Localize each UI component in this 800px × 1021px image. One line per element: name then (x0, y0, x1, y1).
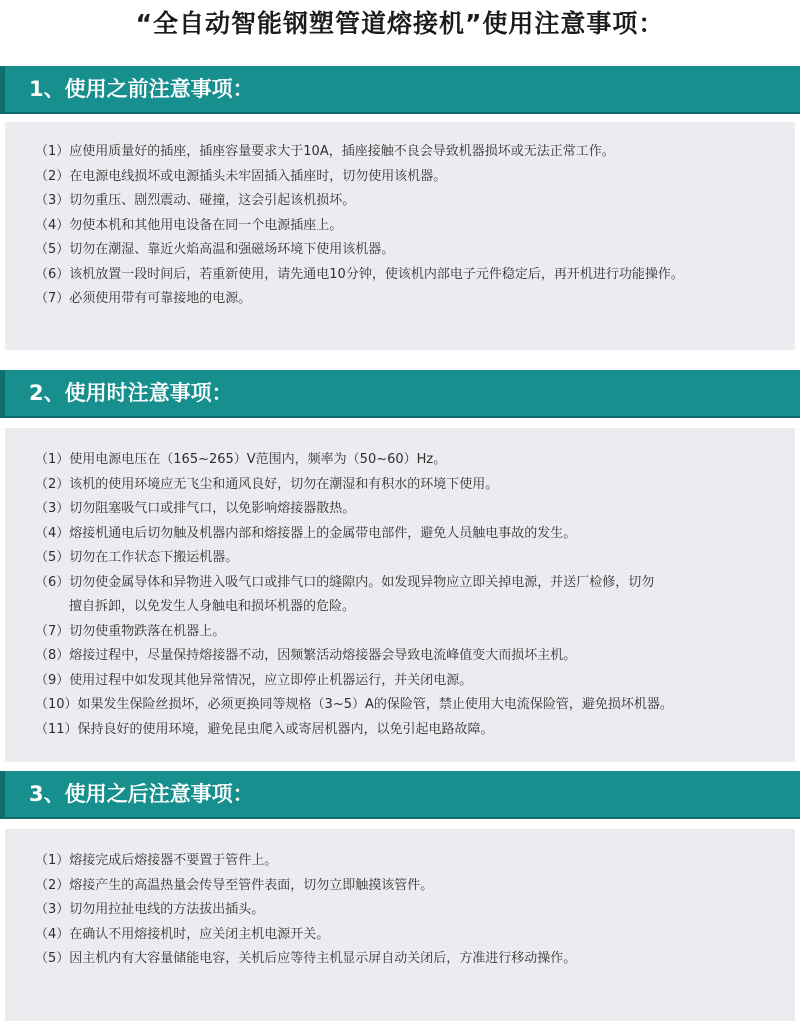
list-item: （1）使用电源电压在（165~265）V范围内，频率为（50~60）Hz。 (35, 452, 447, 467)
notes-panel (5, 428, 795, 762)
list-item: （3）切勿重压、剧烈震动、碰撞，这会引起该机损坏。 (35, 193, 356, 208)
list-item: （3）切勿阻塞吸气口或排气口，以免影响熔接器散热。 (35, 501, 356, 516)
list-item: （1）应使用质量好的插座，插座容量要求大于10A，插座接触不良会导致机器损坏或无法正常工作。 (35, 144, 615, 159)
list-item: （3）切勿用拉扯电线的方法拔出插头。 (35, 902, 265, 917)
notes-panel (5, 122, 795, 350)
list-item: （6）切勿使金属导体和异物进入吸气口或排气口的缝隙内。如发现异物应立即关掉电源，并送厂检修，切勿 (35, 574, 655, 590)
list-item: （2）该机的使用环境应无飞尘和通风良好，切勿在潮湿和有积水的环境下使用。 (35, 476, 499, 492)
list-item: （2）在电源电线损坏或电源插头未牢固插入插座时，切勿使用该机器。 (35, 168, 447, 184)
list-item: （6）该机放置一段时间后，若重新使用，请先通电10分钟，使该机内部电子元件稳定后，再开机进行功能操作。 (35, 266, 684, 282)
list-item: （5）切勿在潮湿、靠近火焰高温和强磁场环境下使用该机器。 (35, 242, 395, 257)
section-heading: 3、使用之后注意事项： (0, 771, 800, 819)
list-item-continuation: 擅自拆卸，以免发生人身触电和损坏机器的危险。 (69, 599, 356, 614)
list-item: （7）必须使用带有可靠接地的电源。 (35, 291, 252, 306)
list-item: （4）勿使本机和其他用电设备在同一个电源插座上。 (35, 217, 343, 233)
list-item: （2）熔接产生的高温热量会传导至管件表面，切勿立即触摸该管件。 (35, 877, 434, 893)
list-item: （10）如果发生保险丝损坏，必须更换同等规格（3~5）A的保险管，禁止使用大电流保险管，避免损坏机器。 (35, 697, 673, 712)
list-item: （5）切勿在工作状态下搬运机器。 (35, 550, 239, 565)
page-title: “全自动智能钢塑管道熔接机”使用注意事项： (135, 9, 665, 38)
list-item: （11）保持良好的使用环境，避免昆虫爬入或寄居机器内，以免引起电路故障。 (35, 721, 494, 737)
list-item: （7）切勿使重物跌落在机器上。 (35, 623, 226, 639)
list-item: （4）熔接机通电后切勿触及机器内部和熔接器上的金属带电部件，避免人员触电事故的发生。 (35, 525, 577, 541)
list-item: （4）在确认不用熔接机时，应关闭主机电源开关。 (35, 926, 330, 942)
notes-panel (5, 829, 795, 1021)
list-item: （9）使用过程中如发现其他异常情况，应立即停止机器运行，并关闭电源。 (35, 672, 473, 688)
section-heading: 1、使用之前注意事项： (0, 66, 800, 114)
section-after-use (0, 771, 800, 1021)
section-during-use (0, 370, 800, 762)
section-heading: 2、使用时注意事项： (0, 370, 800, 418)
list-item: （8）熔接过程中，尽量保持熔接器不动，因频繁活动熔接器会导致电流峰值变大而损坏主机。 (35, 648, 577, 663)
section-before-use (0, 66, 800, 350)
list-item: （5）因主机内有大容量储能电容，关机后应等待主机显示屏自动关闭后，方准进行移动操作。 (35, 951, 577, 966)
list-item: （1）熔接完成后熔接器不要置于管件上。 (35, 853, 278, 868)
